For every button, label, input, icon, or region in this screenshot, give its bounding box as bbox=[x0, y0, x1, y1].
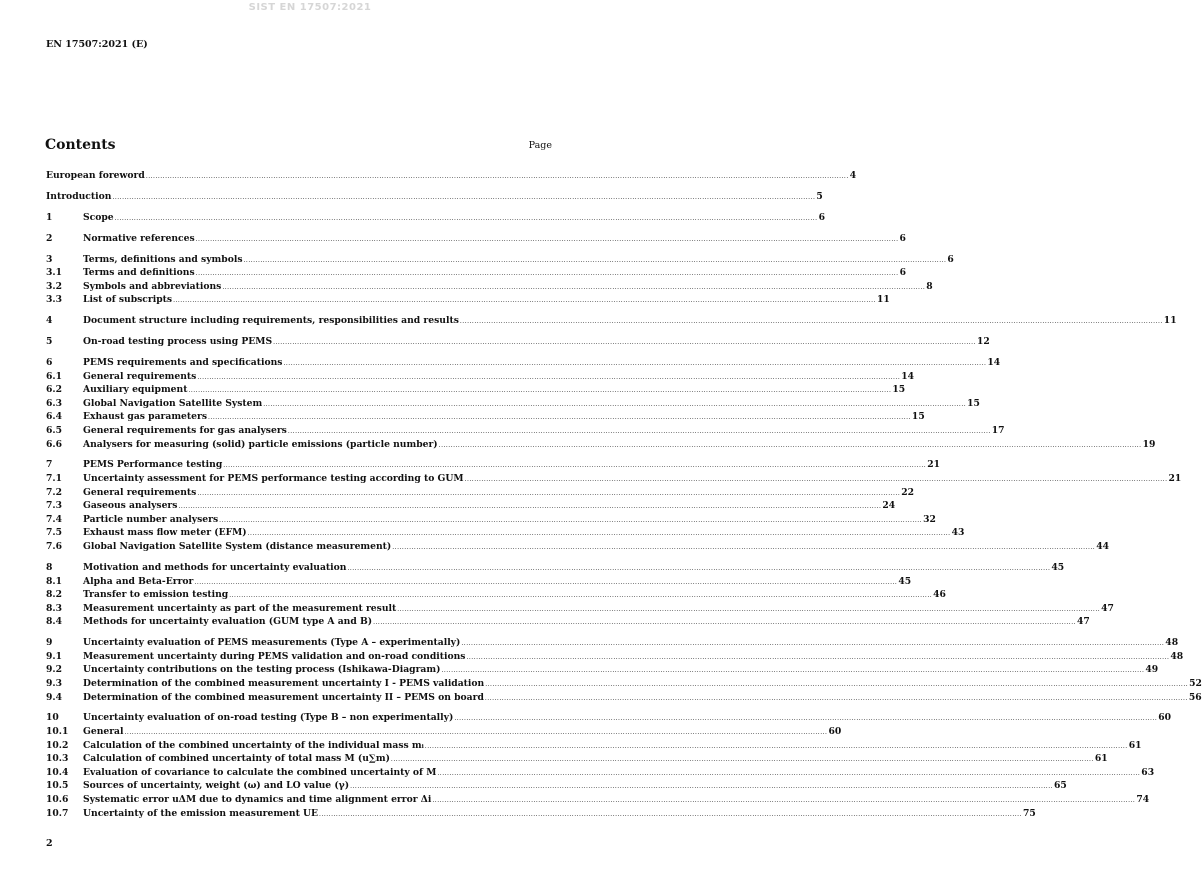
toc-entry-title: Uncertainty evaluation of on-road testing (Type B – non experimentally) bbox=[83, 712, 454, 724]
toc-entry-number: 6.6 bbox=[46, 438, 62, 450]
toc-entry-page: 75 bbox=[1022, 807, 1036, 819]
toc-entry-page: 44 bbox=[1096, 541, 1109, 553]
toc-entry-number: 9.4 bbox=[46, 691, 62, 703]
toc-entry-number: 7.5 bbox=[46, 527, 62, 539]
toc-entry-page: 24 bbox=[882, 500, 896, 512]
toc-entry-page: 63 bbox=[1141, 766, 1155, 778]
toc-leader-dots bbox=[347, 562, 1050, 576]
toc-entry-page: 17 bbox=[991, 424, 1005, 436]
toc-leader-dots bbox=[194, 576, 897, 590]
toc-entry-page: 11 bbox=[876, 294, 890, 306]
toc-entry[interactable] bbox=[46, 458, 940, 472]
toc-entry-page: 52 bbox=[1189, 677, 1202, 689]
toc-entry-page: 47 bbox=[1077, 616, 1090, 628]
toc-entry-title: Determination of the combined measurement uncertainty II – PEMS on board bbox=[83, 691, 484, 703]
toc-entry[interactable] bbox=[46, 575, 912, 589]
toc-entry-page: 15 bbox=[911, 411, 925, 423]
toc-entry-page: 48 bbox=[1165, 637, 1179, 649]
toc-entry[interactable] bbox=[46, 293, 890, 307]
toc-entry-title: Transfer to emission testing bbox=[83, 589, 229, 601]
toc-entry-page: 8 bbox=[926, 280, 933, 292]
toc-entry-page: 11 bbox=[1163, 315, 1177, 327]
toc-entry-page: 6 bbox=[947, 253, 954, 265]
toc-entry-page: 65 bbox=[1054, 780, 1067, 792]
toc-leader-dots bbox=[454, 712, 1157, 726]
toc-entry[interactable] bbox=[46, 739, 1142, 753]
toc-entry-title: List of subscripts bbox=[83, 294, 173, 306]
toc-entry-number: 3.3 bbox=[46, 294, 62, 306]
toc-entry-title: Uncertainty contributions on the testing process (Ishikawa-Diagram) bbox=[83, 664, 441, 676]
toc-entry-page: 6 bbox=[899, 232, 906, 244]
toc-entry-number: 8.3 bbox=[46, 602, 62, 614]
toc-entry-page: 22 bbox=[901, 486, 915, 498]
toc-entry-title: Symbols and abbreviations bbox=[83, 280, 222, 292]
toc-entry-number: 6.2 bbox=[46, 384, 62, 396]
toc-entry-page: 60 bbox=[1158, 712, 1172, 724]
toc-entry[interactable] bbox=[46, 232, 906, 246]
toc-entry[interactable] bbox=[46, 472, 1182, 486]
toc-entry-page: 21 bbox=[927, 459, 940, 471]
toc-entry-page: 74 bbox=[1136, 794, 1150, 806]
toc-entry[interactable] bbox=[46, 424, 1005, 438]
toc-entry[interactable] bbox=[46, 526, 965, 540]
toc-entry-title: Document structure including requirements, responsibilities and results bbox=[83, 315, 459, 327]
toc-leader-dots bbox=[288, 425, 991, 439]
toc-entry-page: 6 bbox=[899, 267, 906, 279]
toc-entry[interactable] bbox=[46, 383, 906, 397]
toc-entry-title: Global Navigation Satellite System bbox=[83, 397, 263, 409]
toc-entry-page: 47 bbox=[1101, 602, 1114, 614]
toc-entry-title: Analysers for measuring (solid) particle emissions (particle number) bbox=[83, 438, 438, 450]
toc-entry[interactable] bbox=[46, 636, 1179, 650]
toc-entry-title: Uncertainty assessment for PEMS performance testing according to GUM bbox=[83, 473, 464, 485]
toc-entry-number: 6.1 bbox=[46, 370, 62, 382]
toc-entry-title: Motivation and methods for uncertainty evaluation bbox=[83, 561, 347, 573]
toc-entry-title: Measurement uncertainty during PEMS validation and on-road conditions bbox=[83, 650, 466, 662]
watermark: SIST EN 17507:2021 bbox=[248, 2, 372, 13]
toc-entry-number: 7 bbox=[46, 459, 53, 471]
toc-entry[interactable] bbox=[46, 793, 1150, 807]
toc-leader-dots bbox=[441, 664, 1144, 678]
toc-entry-title: General requirements bbox=[83, 370, 197, 382]
toc-leader-dots bbox=[397, 603, 1100, 617]
toc-entry-title: Exhaust gas parameters bbox=[83, 411, 207, 423]
toc-leader-dots bbox=[244, 254, 947, 268]
toc-entry[interactable] bbox=[46, 779, 1067, 793]
toc-entry[interactable] bbox=[46, 807, 1036, 821]
toc-entry[interactable] bbox=[46, 438, 1156, 452]
toc-entry-number: 3.1 bbox=[46, 267, 62, 279]
toc-leader-dots bbox=[273, 336, 976, 350]
toc-entry-page: 4 bbox=[849, 170, 857, 181]
toc-entry-number: 4 bbox=[46, 315, 53, 327]
toc-entry-page: 61 bbox=[1094, 753, 1108, 765]
toc-entry-page: 21 bbox=[1168, 473, 1182, 485]
toc-entry-page: 45 bbox=[898, 575, 912, 587]
toc-entry-title: Uncertainty of the emission measurement UE bbox=[83, 807, 319, 819]
toc-entry[interactable] bbox=[46, 561, 1065, 575]
toc-leader-dots bbox=[392, 541, 1095, 555]
toc-entry-title: Auxiliary equipment bbox=[83, 384, 188, 396]
toc-entry-title: Terms, definitions and symbols bbox=[83, 253, 243, 265]
toc-leader-dots bbox=[146, 170, 849, 184]
toc-entry-number: 10.7 bbox=[46, 807, 69, 819]
toc-entry-number: 10.3 bbox=[46, 753, 69, 765]
toc-entry-number: 7.2 bbox=[46, 486, 62, 498]
toc-entry[interactable] bbox=[46, 486, 915, 500]
toc-entry-number: 9.1 bbox=[46, 650, 62, 662]
toc-leader-dots bbox=[197, 371, 900, 385]
toc-entry-page: 19 bbox=[1142, 438, 1156, 450]
toc-entry-number: 10 bbox=[46, 712, 59, 724]
toc-entry-number: 3 bbox=[46, 253, 53, 265]
toc-entry-number: 8.2 bbox=[46, 589, 62, 601]
toc-entry-page: 56 bbox=[1188, 691, 1202, 703]
toc-leader-dots bbox=[465, 473, 1168, 487]
toc-entry-title: General requirements for gas analysers bbox=[83, 424, 287, 436]
toc-entry-title: On-road testing process using PEMS bbox=[83, 336, 273, 348]
toc-entry-title: Sources of uncertainty, weight (ω) and LO value (γ) bbox=[83, 780, 350, 792]
toc-entry-title: Normative references bbox=[83, 232, 195, 244]
toc-entry-number: 6.3 bbox=[46, 397, 62, 409]
toc-entry[interactable] bbox=[46, 677, 1202, 691]
toc-leader-dots bbox=[178, 500, 881, 514]
toc-leader-dots bbox=[461, 637, 1164, 651]
toc-entry-page: 49 bbox=[1145, 664, 1159, 676]
page-column-label: Page bbox=[528, 140, 552, 151]
toc-entry-number: 10.2 bbox=[46, 739, 69, 751]
toc-leader-dots bbox=[208, 411, 911, 425]
toc-entry[interactable] bbox=[46, 280, 933, 294]
toc-entry-page: 43 bbox=[951, 527, 965, 539]
toc-entry-number: 5 bbox=[46, 336, 53, 348]
toc-entry-number: 6.4 bbox=[46, 411, 62, 423]
toc-entry-title: European foreword bbox=[46, 170, 145, 181]
toc-entry-title: Evaluation of covariance to calculate the combined uncertainty of M bbox=[83, 766, 437, 778]
contents-heading: Contents bbox=[45, 137, 116, 153]
toc-leader-dots bbox=[196, 233, 899, 247]
toc-leader-dots bbox=[350, 780, 1053, 794]
toc-entry-number: 7.1 bbox=[46, 473, 62, 485]
toc-entry[interactable] bbox=[46, 650, 1184, 664]
toc-leader-dots bbox=[432, 794, 1135, 808]
toc-entry-number: 8.1 bbox=[46, 575, 62, 587]
toc-entry[interactable] bbox=[46, 266, 906, 280]
toc-entry-page: 45 bbox=[1051, 561, 1065, 573]
toc-entry-number: 10.1 bbox=[46, 726, 69, 738]
toc-entry[interactable] bbox=[46, 711, 1172, 725]
toc-entry-title: Exhaust mass flow meter (EFM) bbox=[83, 527, 247, 539]
toc-entry-title: Methods for uncertainty evaluation (GUM type A and B) bbox=[83, 616, 373, 628]
toc-entry[interactable] bbox=[46, 314, 1177, 328]
toc-entry-number: 8.4 bbox=[46, 616, 62, 628]
toc-entry-title: Systematic error uΔM due to dynamics and time alignment error Δi bbox=[83, 794, 432, 806]
toc-entry[interactable] bbox=[46, 499, 896, 513]
toc-entry[interactable] bbox=[46, 691, 1202, 705]
toc-entry[interactable] bbox=[46, 211, 825, 225]
toc-entry-number: 6 bbox=[46, 357, 53, 369]
toc-entry-title: Determination of the combined measurement uncertainty I - PEMS validation bbox=[83, 677, 485, 689]
toc-leader-dots bbox=[188, 384, 891, 398]
toc-leader-dots bbox=[229, 589, 932, 603]
toc-leader-dots bbox=[437, 767, 1140, 781]
toc-entry-number: 7.6 bbox=[46, 541, 62, 553]
page-number: 2 bbox=[46, 838, 53, 849]
toc-leader-dots bbox=[115, 212, 818, 226]
toc-entry[interactable] bbox=[46, 725, 842, 739]
toc-entry-page: 12 bbox=[977, 336, 990, 348]
toc-leader-dots bbox=[391, 753, 1094, 767]
toc-entry[interactable] bbox=[46, 588, 946, 602]
toc-entry[interactable] bbox=[46, 663, 1159, 677]
toc-entry-number: 10.6 bbox=[46, 794, 69, 806]
toc-leader-dots bbox=[283, 357, 986, 371]
toc-entry-number: 10.5 bbox=[46, 780, 69, 792]
toc-leader-dots bbox=[263, 398, 966, 412]
toc-entry[interactable] bbox=[46, 766, 1155, 780]
toc-entry-page: 60 bbox=[828, 726, 842, 738]
toc-entry[interactable] bbox=[46, 370, 915, 384]
toc-entry[interactable] bbox=[46, 253, 954, 267]
toc-entry-number: 3.2 bbox=[46, 280, 62, 292]
table-of-contents bbox=[46, 169, 1202, 820]
toc-entry-title: Terms and definitions bbox=[83, 267, 195, 279]
toc-entry-page: 15 bbox=[967, 397, 980, 409]
toc-entry-title: PEMS Performance testing bbox=[83, 459, 223, 471]
toc-entry-title: Particle number analysers bbox=[83, 513, 219, 525]
toc-entry-title: Measurement uncertainty as part of the measurement result bbox=[83, 602, 397, 614]
toc-entry[interactable] bbox=[46, 397, 980, 411]
toc-leader-dots bbox=[485, 692, 1188, 706]
toc-entry-page: 14 bbox=[901, 370, 915, 382]
toc-entry-title: Uncertainty evaluation of PEMS measurements (Type A – experimentally) bbox=[83, 637, 461, 649]
toc-entry[interactable] bbox=[46, 513, 936, 527]
toc-entry-page: 14 bbox=[987, 357, 1001, 369]
toc-entry-title: General requirements bbox=[83, 486, 197, 498]
toc-leader-dots bbox=[466, 651, 1169, 665]
toc-leader-dots bbox=[125, 726, 828, 740]
toc-entry[interactable] bbox=[46, 356, 1001, 370]
toc-entry-title: Gaseous analysers bbox=[83, 500, 178, 512]
toc-entry-number: 9.3 bbox=[46, 677, 62, 689]
toc-entry-number: 9 bbox=[46, 637, 53, 649]
toc-leader-dots bbox=[112, 191, 815, 205]
toc-leader-dots bbox=[219, 514, 922, 528]
toc-leader-dots bbox=[173, 294, 876, 308]
toc-entry[interactable] bbox=[46, 335, 990, 349]
toc-entry[interactable] bbox=[46, 752, 1108, 766]
toc-entry[interactable] bbox=[46, 602, 1114, 616]
toc-entry-number: 7.3 bbox=[46, 500, 62, 512]
toc-entry[interactable] bbox=[46, 540, 1109, 554]
toc-leader-dots bbox=[425, 740, 1128, 754]
toc-entry-title: Calculation of combined uncertainty of total mass M (u∑m) bbox=[83, 753, 390, 765]
toc-leader-dots bbox=[319, 808, 1022, 822]
toc-leader-dots bbox=[460, 315, 1163, 329]
toc-entry-number: 9.2 bbox=[46, 664, 62, 676]
toc-entry-number: 2 bbox=[46, 232, 53, 244]
toc-entry-number: 6.5 bbox=[46, 424, 62, 436]
toc-entry-title: Alpha and Beta-Error bbox=[83, 575, 194, 587]
toc-leader-dots bbox=[223, 459, 926, 473]
toc-leader-dots bbox=[197, 487, 900, 501]
toc-entry-title: General bbox=[83, 726, 124, 738]
toc-leader-dots bbox=[485, 678, 1188, 692]
toc-entry-page: 6 bbox=[818, 211, 825, 223]
toc-entry-title: Global Navigation Satellite System (distance measurement) bbox=[83, 541, 392, 553]
toc-entry-title: Scope bbox=[83, 211, 114, 223]
toc-entry-page: 32 bbox=[923, 513, 936, 525]
toc-entry-title: Calculation of the combined uncertainty of the individual mass mᵢ bbox=[83, 739, 424, 751]
toc-entry-page: 61 bbox=[1128, 739, 1142, 751]
toc-leader-dots bbox=[248, 527, 951, 541]
toc-entry-number: 7.4 bbox=[46, 513, 62, 525]
toc-entry-page: 48 bbox=[1170, 650, 1184, 662]
toc-entry[interactable] bbox=[46, 169, 857, 183]
toc-entry[interactable] bbox=[46, 615, 1090, 629]
toc-entry-title: Introduction bbox=[46, 190, 112, 202]
toc-leader-dots bbox=[373, 616, 1076, 630]
document-id: EN 17507:2021 (E) bbox=[46, 39, 148, 50]
toc-entry[interactable] bbox=[46, 190, 823, 204]
toc-entry-number: 10.4 bbox=[46, 766, 69, 778]
toc-entry-page: 46 bbox=[933, 589, 946, 601]
toc-entry-number: 8 bbox=[46, 561, 53, 573]
toc-entry-page: 5 bbox=[816, 190, 823, 202]
toc-leader-dots bbox=[222, 281, 925, 295]
toc-entry[interactable] bbox=[46, 410, 925, 424]
toc-entry-number: 1 bbox=[46, 211, 53, 223]
toc-entry-title: PEMS requirements and specifications bbox=[83, 357, 283, 369]
toc-entry-page: 15 bbox=[892, 384, 906, 396]
toc-leader-dots bbox=[196, 267, 899, 281]
toc-leader-dots bbox=[439, 439, 1142, 453]
